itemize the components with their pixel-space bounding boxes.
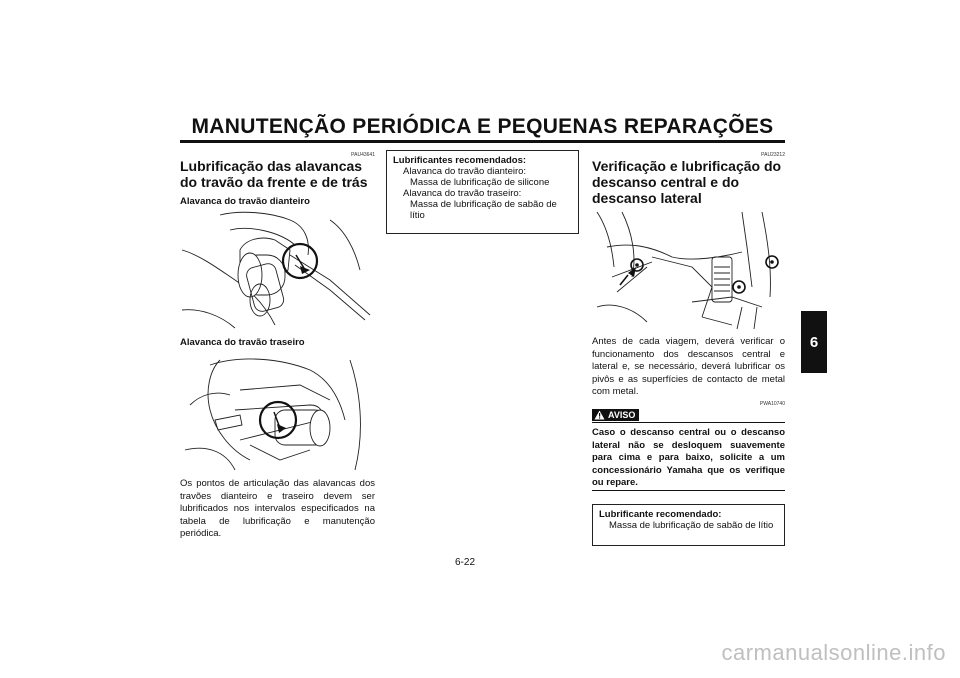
page-number: 6-22 xyxy=(455,557,476,568)
warning-triangle-icon xyxy=(594,410,605,420)
warning-code: PWA10740 xyxy=(759,401,785,407)
watermark: carmanualsonline.info xyxy=(721,640,946,665)
warning-text: Caso o descanso central ou o descanso lateral não se desloquem suavemente para cima e para baixo, solicite a um concessionário Yamaha que os verifique ou repare. xyxy=(592,427,785,488)
front-brake-lever-illustration xyxy=(180,210,375,330)
section-code: PAU43641 xyxy=(351,152,375,158)
page-header-title: MANUTENÇÃO PERIÓDICA E PEQUENAS REPARAÇÕES xyxy=(191,115,774,138)
warning-rule-bottom xyxy=(592,490,785,491)
header-rule xyxy=(180,140,785,143)
warning-badge xyxy=(592,409,639,421)
lubricants-box-title: Lubrificantes recomendados: xyxy=(393,155,527,166)
rear-brake-lever-illustration xyxy=(180,350,375,472)
lubricants-line-front: Alavanca do travão dianteiro: xyxy=(403,166,527,177)
lubricant-stands-box xyxy=(592,504,785,546)
warning-rule-top xyxy=(592,422,785,423)
chapter-tab: 6 xyxy=(801,311,827,373)
lubricants-box xyxy=(386,150,579,234)
section-code-stands: PAU23212 xyxy=(761,152,785,158)
section-heading-stands: Verificação e lubrificação do descanso central e do descanso lateral xyxy=(592,158,782,206)
lubricant-stands-box-text: Massa de lubrificação de sabão de lítio xyxy=(609,520,774,531)
section-heading-brake-levers: Lubrificação das alavancas do travão da frente e de trás xyxy=(180,158,368,190)
lubricants-line-rear: Alavanca do travão traseiro: xyxy=(403,188,522,199)
warning-label: AVISO xyxy=(608,410,636,420)
rear-brake-lever-label: Alavanca do travão traseiro xyxy=(180,337,305,348)
lubricants-line-lithium: Massa de lubrificação de sabão de lítio xyxy=(410,199,557,221)
stands-body-text: Antes de cada viagem, deverá verificar o funcionamento dos descansos central e lateral e, se necessário, deverá lubrificar os pivôs e as superfícies de contacto de metal com metal. xyxy=(592,336,785,397)
lubricant-stands-box-title: Lubrificante recomendado: xyxy=(599,509,722,520)
lubricants-line-silicone: Massa de lubrificação de silicone xyxy=(410,177,550,188)
front-brake-lever-label: Alavanca do travão dianteiro xyxy=(180,196,310,207)
stands-illustration xyxy=(592,207,785,332)
brake-lever-body-text: Os pontos de articulação das alavancas dos travões dianteiro e traseiro devem ser lubrificados nos intervalos especificados na tabela de lubrificação e manutenção periódica. xyxy=(180,478,375,539)
warning-header xyxy=(592,409,639,421)
